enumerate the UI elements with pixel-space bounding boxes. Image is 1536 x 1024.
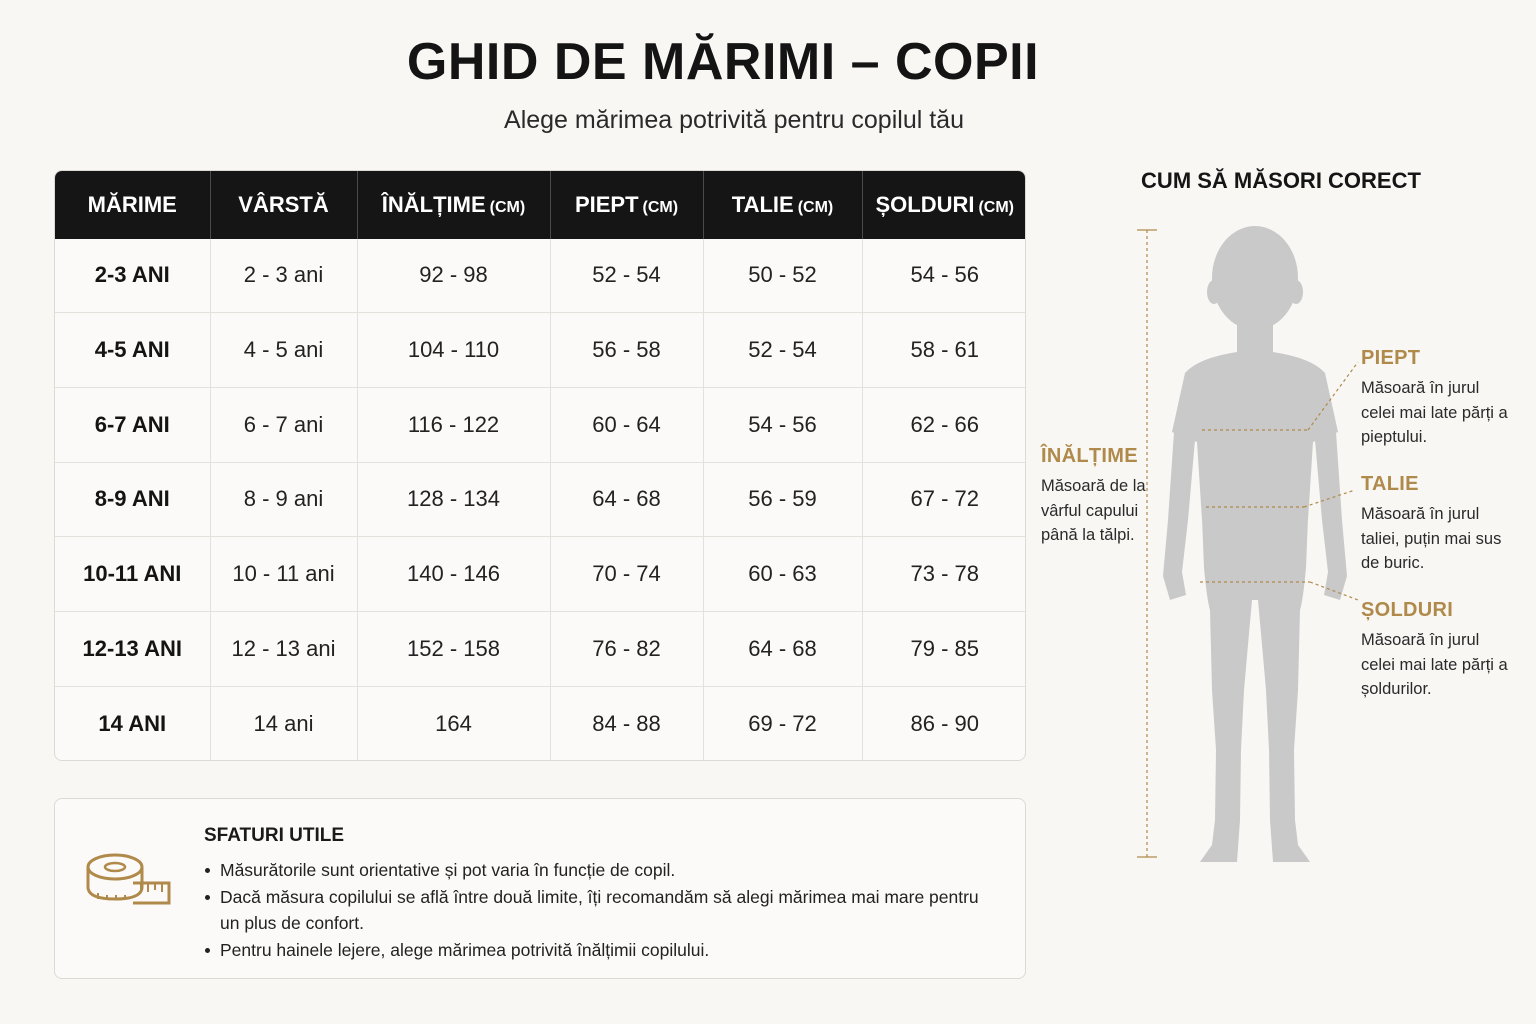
cell-age: 10 - 11 ani xyxy=(210,537,357,612)
cell-hips: 62 - 66 xyxy=(862,387,1026,462)
waist-note xyxy=(1361,473,1511,576)
chest-note-text: Măsoară în jurul celei mai late părți a pieptului. xyxy=(1361,379,1508,446)
cell-hips: 54 - 56 xyxy=(910,262,979,288)
page-subtitle: Alege mărimea potrivită pentru copilul tău xyxy=(504,106,964,134)
cell-chest: 60 - 64 xyxy=(550,387,703,462)
column-header-height: ÎNĂLȚIME (CM) xyxy=(357,171,550,239)
cell-height: 116 - 122 xyxy=(357,387,550,462)
column-header-chest: PIEPT (CM) xyxy=(550,171,703,239)
cell-size: 4-5 ANI xyxy=(55,312,210,387)
tip-item: Dacă măsura copilului se află între două limite, îți recomandăm să alegi mărimea mai mare pentru un plus de confort. xyxy=(204,884,994,937)
cell-height: 164 xyxy=(357,687,550,761)
measure-guide-title: CUM SĂ MĂSORI CORECT xyxy=(1141,168,1421,193)
chest-note xyxy=(1361,347,1511,450)
height-note-text: Măsoară de la vârful capului până la tălpi. xyxy=(1041,477,1146,544)
cell-age: 2 - 3 ani xyxy=(210,239,357,312)
cell-age: 14 ani xyxy=(210,687,357,761)
cell-hips: 86 - 90 xyxy=(862,687,1026,761)
cell-height: 104 - 110 xyxy=(357,312,550,387)
height-note xyxy=(1041,445,1166,548)
hips-note xyxy=(1361,599,1511,702)
size-table xyxy=(54,170,1026,761)
cell-waist: 50 - 52 xyxy=(703,239,862,312)
table-row xyxy=(55,537,1026,612)
column-header-hips: ȘOLDURI (CM) xyxy=(875,192,1015,217)
cell-waist: 69 - 72 xyxy=(703,687,862,761)
cell-size: 10-11 ANI xyxy=(55,537,210,612)
cell-waist: 52 - 54 xyxy=(703,312,862,387)
measuring-tape-icon xyxy=(85,849,175,913)
cell-size: 8-9 ANI xyxy=(55,462,210,537)
cell-age: 12 - 13 ani xyxy=(210,612,357,687)
waist-note-title: TALIE xyxy=(1361,473,1419,495)
cell-size: 2-3 ANI xyxy=(55,239,210,312)
cell-age: 8 - 9 ani xyxy=(210,462,357,537)
column-header-size: MĂRIME xyxy=(55,171,210,239)
cell-hips: 79 - 85 xyxy=(862,612,1026,687)
cell-height: 140 - 146 xyxy=(357,537,550,612)
tip-item: Măsurătorile sunt orientative și pot varia în funcție de copil. xyxy=(204,857,994,884)
tip-item: Pentru hainele lejere, alege mărimea potrivită înălțimii copilului. xyxy=(204,937,994,964)
cell-height: 152 - 158 xyxy=(357,612,550,687)
cell-age: 6 - 7 ani xyxy=(210,387,357,462)
cell-waist: 60 - 63 xyxy=(703,537,862,612)
cell-chest: 52 - 54 xyxy=(550,239,703,312)
column-header-waist: TALIE (CM) xyxy=(703,171,862,239)
cell-chest: 64 - 68 xyxy=(550,462,703,537)
cell-chest: 70 - 74 xyxy=(550,537,703,612)
cell-size: 6-7 ANI xyxy=(55,387,210,462)
hips-note-text: Măsoară în jurul celei mai late părți a șoldurilor. xyxy=(1361,631,1508,698)
cell-hips: 73 - 78 xyxy=(862,537,1026,612)
table-row xyxy=(55,687,1026,761)
waist-note-text: Măsoară în jurul taliei, puțin mai sus de buric. xyxy=(1361,505,1502,572)
cell-waist: 64 - 68 xyxy=(703,612,862,687)
height-note-title: ÎNĂLȚIME xyxy=(1041,445,1138,467)
tips-list xyxy=(204,857,994,963)
cell-height: 92 - 98 xyxy=(357,239,550,312)
tips-title: SFATURI UTILE xyxy=(204,825,345,846)
cell-age: 4 - 5 ani xyxy=(210,312,357,387)
cell-waist: 56 - 59 xyxy=(703,462,862,537)
table-row xyxy=(55,312,1026,387)
cell-height: 128 - 134 xyxy=(357,462,550,537)
cell-chest: 84 - 88 xyxy=(550,687,703,761)
table-header-row xyxy=(55,171,1026,239)
table-row xyxy=(55,462,1026,537)
cell-chest: 76 - 82 xyxy=(550,612,703,687)
page-title: GHID DE MĂRIMI – COPII xyxy=(406,33,1040,91)
column-header-age: VÂRSTĂ xyxy=(210,171,357,239)
cell-size: 12-13 ANI xyxy=(55,612,210,687)
table-row xyxy=(55,387,1026,462)
chest-note-title: PIEPT xyxy=(1361,347,1421,369)
tips-box xyxy=(54,798,1026,979)
cell-hips: 58 - 61 xyxy=(862,312,1026,387)
cell-chest: 56 - 58 xyxy=(550,312,703,387)
table-row xyxy=(55,239,1026,312)
table-row xyxy=(55,612,1026,687)
cell-hips: 67 - 72 xyxy=(862,462,1026,537)
hips-note-title: ȘOLDURI xyxy=(1361,599,1454,621)
cell-waist: 54 - 56 xyxy=(703,387,862,462)
cell-size: 14 ANI xyxy=(55,687,210,761)
